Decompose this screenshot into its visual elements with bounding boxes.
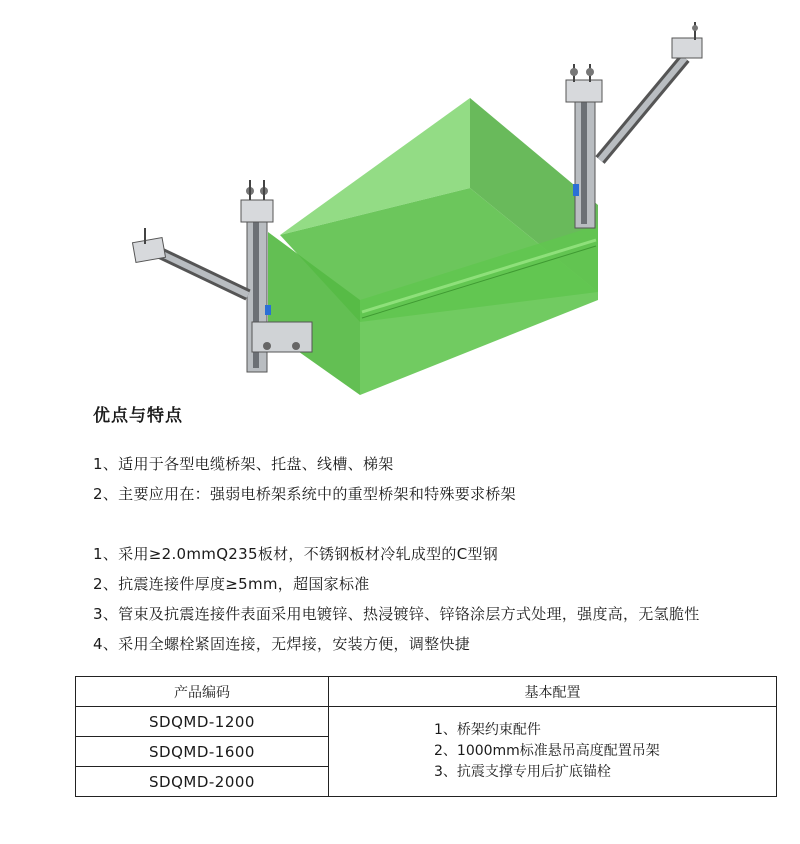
product-code-cell: SDQMD-1600: [76, 737, 329, 767]
config-item: 3、抗震支撑专用后扩底锚栓: [434, 764, 611, 780]
right-blue-clip: [573, 184, 579, 196]
feature-line: 1、采用≥2.0mmQ235板材，不锈钢板材冷轧成型的C型钢: [93, 545, 499, 563]
features-heading: 优点与特点: [93, 406, 183, 426]
feature-line: 3、管束及抗震连接件表面采用电镀锌、热浸镀锌、锌铬涂层方式处理，强度高，无氢脆性: [93, 605, 700, 623]
feature-line: 4、采用全螺栓紧固连接，无焊接，安装方便，调整快捷: [93, 635, 471, 653]
config-item: 1、桥架约束配件: [434, 722, 541, 738]
feature-line: 2、抗震连接件厚度≥5mm，超国家标准: [93, 575, 370, 593]
product-code-cell: SDQMD-1200: [76, 707, 329, 737]
header-basic-config: 基本配置: [329, 677, 777, 707]
product-illustration: [0, 0, 800, 400]
header-product-code: 产品编码: [76, 677, 329, 707]
feature-line: 2、主要应用在：强弱电桥架系统中的重型桥架和特殊要求桥架: [93, 485, 516, 503]
spec-table-header-row: [76, 677, 777, 707]
table-row: [76, 707, 777, 737]
left-top-plate: [241, 200, 273, 222]
right-brace-anchor: [672, 38, 702, 58]
feature-line: 1、适用于各型电缆桥架、托盘、线槽、梯架: [93, 455, 394, 473]
right-top-plate: [566, 80, 602, 102]
product-code-cell: SDQMD-2000: [76, 767, 329, 797]
basic-config-cell: [329, 707, 777, 797]
spec-table: [75, 676, 777, 797]
left-bottom-bracket: [252, 322, 312, 352]
config-item: 2、1000mm标准悬吊高度配置吊架: [434, 743, 660, 759]
left-blue-clip: [265, 305, 271, 315]
